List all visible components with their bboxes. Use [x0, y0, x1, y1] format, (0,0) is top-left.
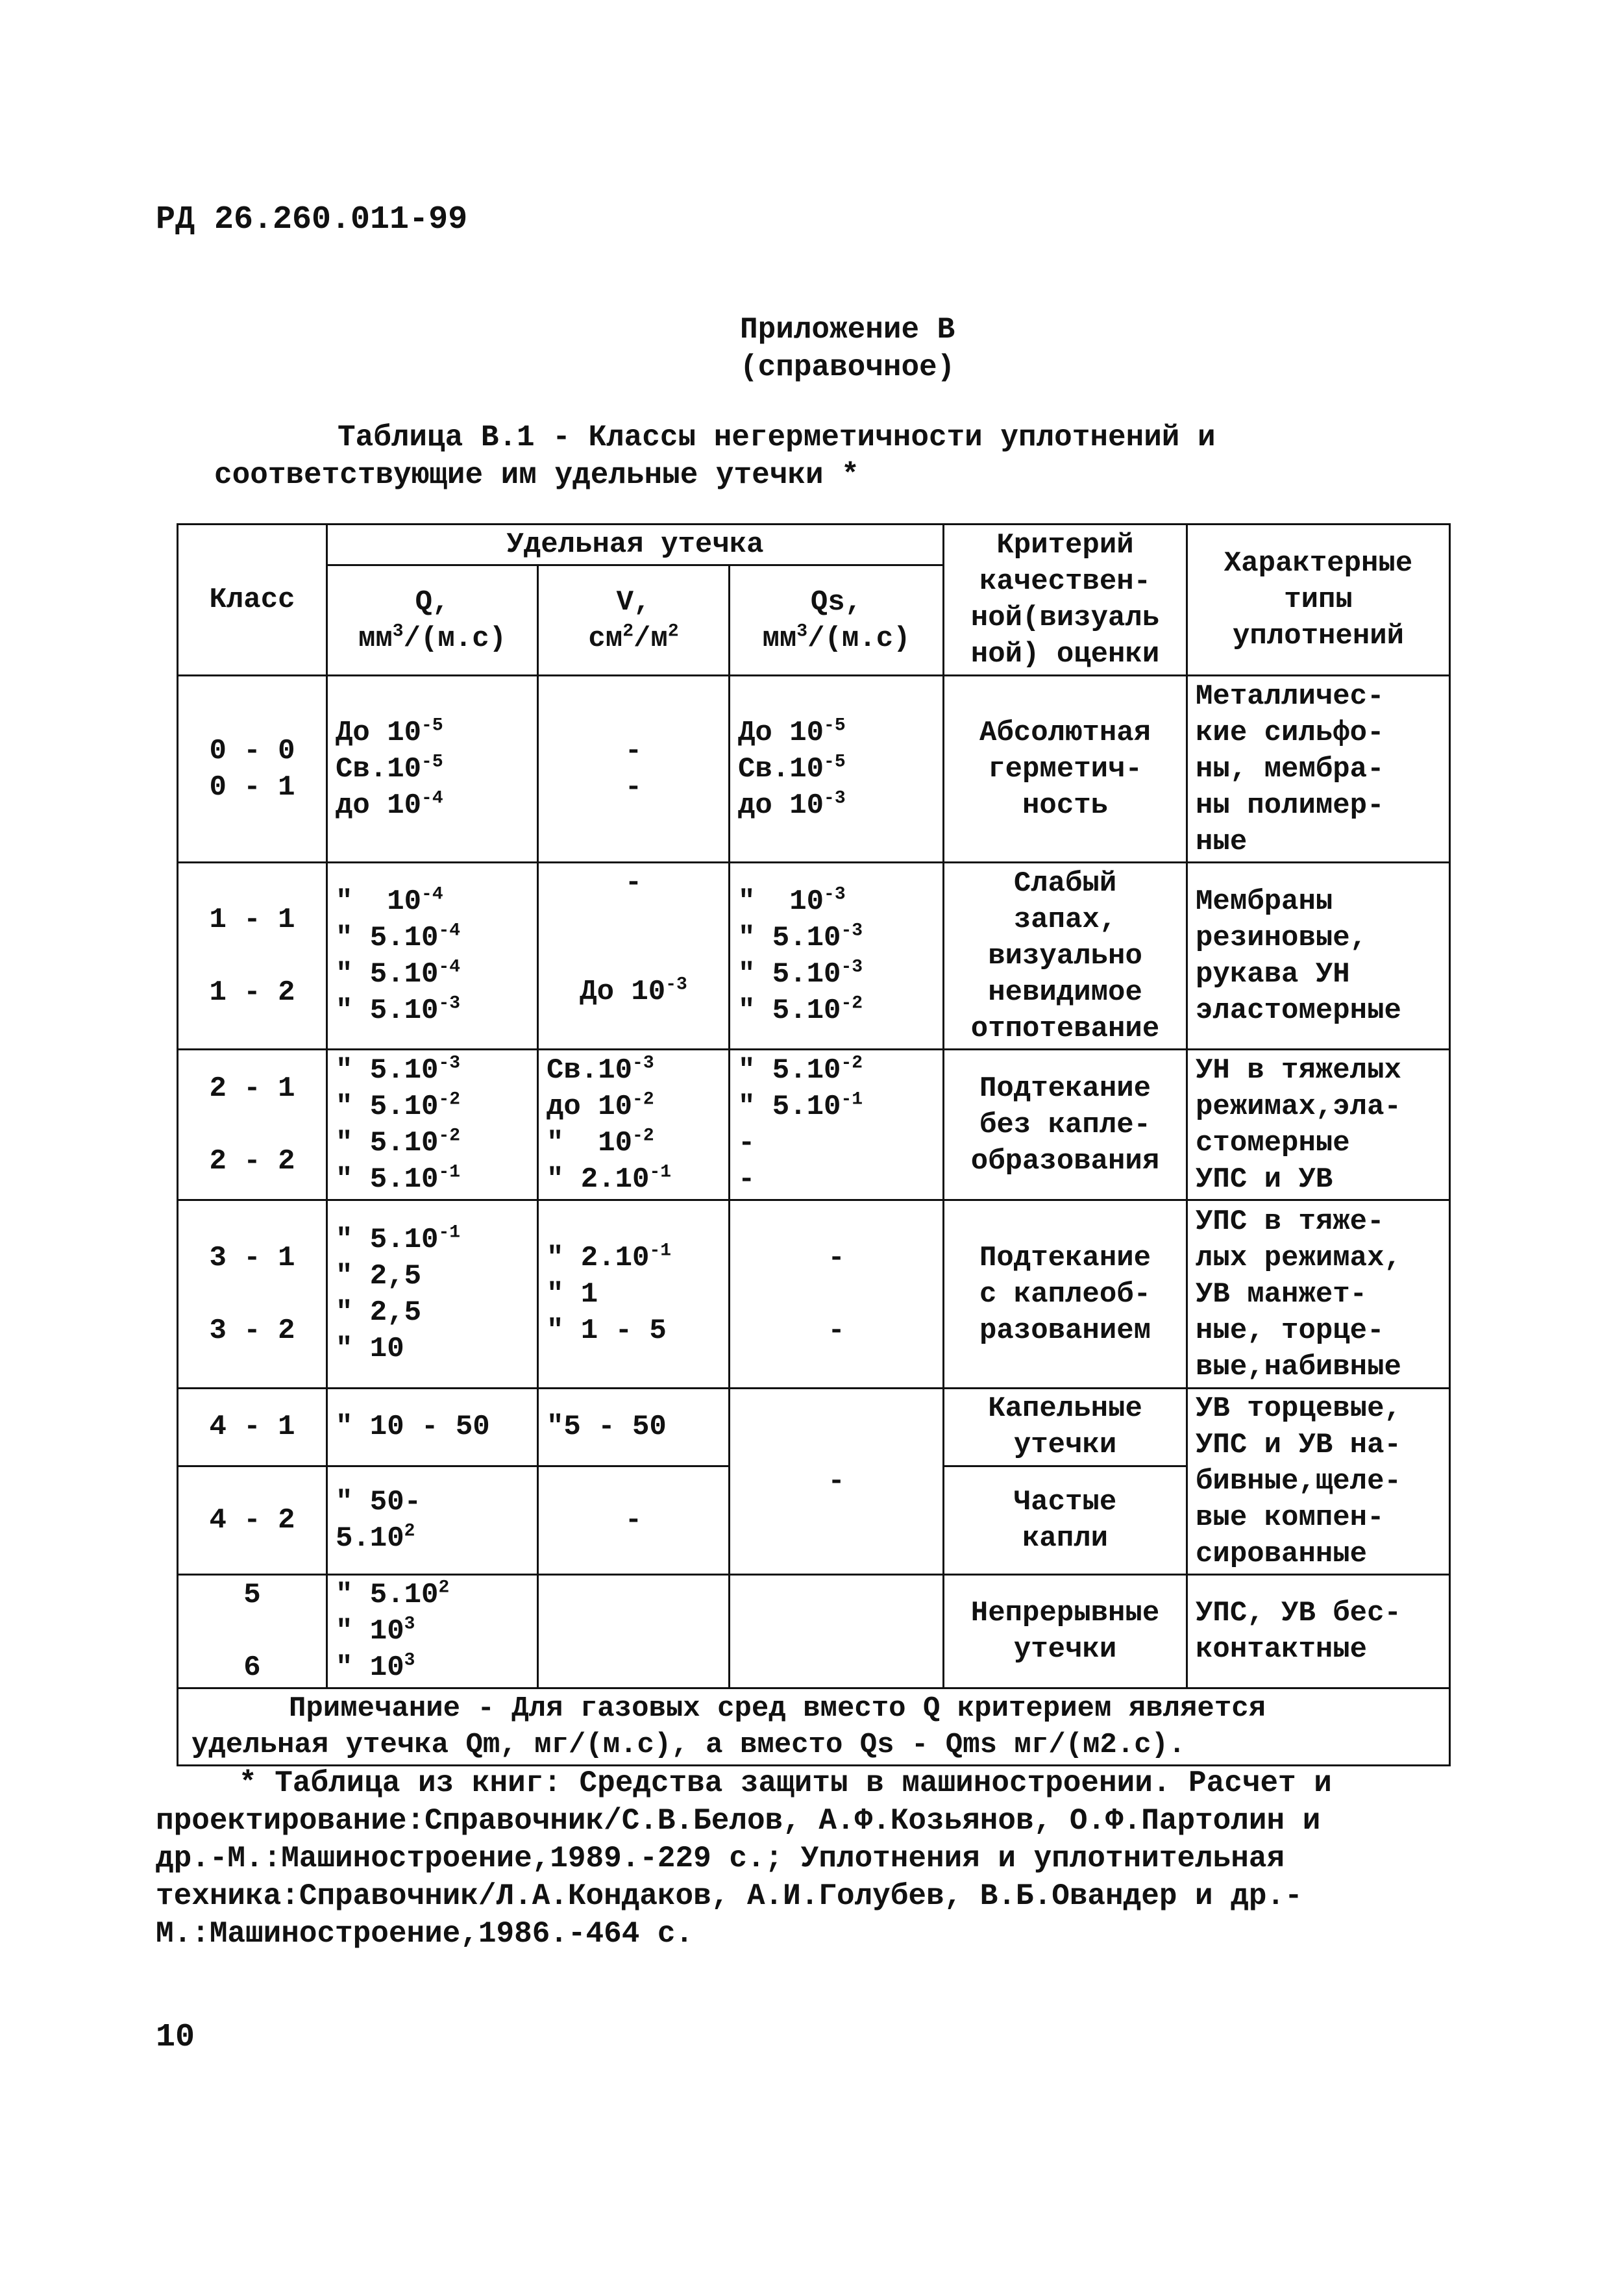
- class-cell: 2 - 1 2 - 2: [178, 1050, 327, 1200]
- qs-cell: - -: [730, 1200, 944, 1389]
- value-text: до 10: [738, 789, 824, 822]
- value-text: " 2.10: [547, 1163, 650, 1196]
- seal-types-cell: [1187, 676, 1450, 863]
- cell-line: Характерные: [1224, 547, 1413, 580]
- exponent: -5: [824, 715, 846, 736]
- value-line: [547, 1052, 720, 1089]
- seal-types-cell: [1187, 1389, 1450, 1575]
- value-text: до 10: [336, 789, 422, 822]
- v-cell: [538, 1050, 730, 1200]
- qs-cell: [730, 676, 944, 863]
- value-line: [336, 787, 529, 824]
- page-number: 10: [156, 2019, 195, 2056]
- cell-line: сированные: [1196, 1538, 1368, 1570]
- exponent: -2: [438, 1125, 461, 1146]
- exponent: -2: [841, 1052, 863, 1073]
- value-line: [738, 993, 935, 1029]
- cell-line: ность: [1022, 789, 1109, 822]
- value-text: " 10: [336, 1651, 404, 1684]
- cell-line: 0 - 1: [209, 771, 295, 804]
- value-line: [336, 751, 529, 787]
- cell-line: УПС и УВ: [1196, 1163, 1333, 1196]
- appendix-type: (справочное): [740, 351, 955, 384]
- table-note: Примечание - Для газовых сред вместо Q критерием является удельная утечка Qm, мг/(м.с), а вместо Qs - Qms мг/(м2.с).: [178, 1688, 1450, 1766]
- exponent: -3: [824, 884, 846, 904]
- class-cell: 5 6: [178, 1575, 327, 1688]
- value-line: [738, 1052, 935, 1089]
- cell-line: ны полимер-: [1196, 789, 1384, 822]
- exponent: 3: [404, 1614, 415, 1635]
- value-line: [336, 993, 529, 1029]
- value-text: -: [738, 1126, 756, 1159]
- value-text: Св.10: [547, 1054, 633, 1087]
- cell-line: ные, торце-: [1196, 1314, 1384, 1347]
- cell-line: Металличес-: [1196, 680, 1384, 713]
- cell-line: резиновые,: [1196, 921, 1368, 954]
- v-cell: [538, 1575, 730, 1688]
- cell-line: уплотнений: [1233, 620, 1405, 652]
- exponent: -5: [421, 715, 443, 736]
- value-line: [336, 920, 529, 956]
- v-cell: - До $10^{-3}$: [538, 863, 730, 1050]
- value-text: " 2,5: [336, 1296, 422, 1329]
- exponent: -2: [438, 1089, 461, 1109]
- exponent: -3: [438, 993, 461, 1013]
- cell-line: УВ манжет-: [1196, 1278, 1368, 1311]
- table-row: [178, 1200, 1450, 1389]
- table-row: [178, 676, 1450, 863]
- value-line: [738, 1125, 935, 1161]
- cell-line: 0 - 0: [209, 734, 295, 767]
- value-line: [336, 715, 529, 751]
- cell-line: с каплеоб-: [979, 1278, 1151, 1311]
- criterion-cell: [944, 1466, 1187, 1574]
- cell-line: ные: [1196, 825, 1248, 858]
- exponent: 2: [438, 1577, 450, 1598]
- value-text: " 5.10: [336, 994, 439, 1027]
- exponent: -4: [438, 956, 461, 977]
- q-cell: " 10 - 50: [327, 1389, 538, 1466]
- cell-line: эластомерные: [1196, 994, 1401, 1027]
- value-line: [336, 1089, 529, 1125]
- value-line: [336, 1222, 529, 1258]
- cell-line: УН в тяжелых: [1196, 1054, 1401, 1087]
- criterion-cell: [944, 863, 1187, 1050]
- cell-line: без капле-: [979, 1108, 1151, 1141]
- table-row: [178, 863, 1450, 1050]
- criterion-cell: [944, 1389, 1187, 1466]
- qs-cell: [730, 1575, 944, 1688]
- value-line: [336, 1258, 529, 1294]
- value-text: " 5.10: [336, 1090, 439, 1123]
- value-text: До 10: [738, 716, 824, 749]
- value-text: " 5.10: [336, 1223, 439, 1256]
- value-text: " 10: [547, 1126, 633, 1159]
- cell-line: -: [624, 734, 643, 767]
- exponent: -1: [649, 1161, 672, 1182]
- cell-line: ной(визуаль: [970, 602, 1160, 634]
- cell-line: УПС в тяже-: [1196, 1205, 1384, 1238]
- cell-line: ной) оценки: [970, 638, 1160, 671]
- value-line: [336, 956, 529, 993]
- cell-line: типы: [1284, 584, 1353, 616]
- value-line: [547, 1089, 720, 1125]
- exponent: -5: [421, 751, 443, 772]
- cell-line: разованием: [979, 1314, 1151, 1347]
- value-line: [336, 884, 529, 920]
- value-line: [738, 1089, 935, 1125]
- cell-line: Абсолютная: [979, 716, 1151, 749]
- exponent: -1: [649, 1240, 672, 1261]
- value-line: [738, 715, 935, 751]
- cell-line: невидимое: [988, 976, 1142, 1009]
- qs-cell: [730, 1050, 944, 1200]
- exponent: -4: [421, 787, 443, 808]
- cell-line: УПС, УВ бес-: [1196, 1597, 1401, 1629]
- header-criterion: [944, 525, 1187, 676]
- value-line: [336, 1125, 529, 1161]
- criterion-cell: [944, 1050, 1187, 1200]
- table-row: [178, 1050, 1450, 1200]
- cell-line: визуально: [988, 939, 1142, 972]
- class-cell: 1 - 1 1 - 2: [178, 863, 327, 1050]
- cell-line: стомерные: [1196, 1126, 1350, 1159]
- exponent: -3: [438, 1052, 461, 1073]
- cell-line: утечки: [1013, 1633, 1117, 1666]
- cell-line: -: [624, 771, 643, 804]
- value-line: [738, 920, 935, 956]
- value-text: " 5.10: [336, 1054, 439, 1087]
- value-text: " 5.10: [336, 958, 439, 991]
- value-text: 5.10: [336, 1522, 404, 1555]
- cell-line: качествен-: [979, 565, 1151, 598]
- value-line: [336, 1331, 529, 1367]
- value-text: " 5.10: [738, 1054, 841, 1087]
- exponent: -3: [841, 920, 863, 941]
- value-text: " 50-: [336, 1485, 422, 1518]
- value-text: " 5.10: [738, 921, 841, 954]
- value-text: -: [738, 1163, 756, 1196]
- value-line: [547, 1161, 720, 1198]
- cell-line: Непрерывные: [970, 1597, 1160, 1629]
- cell-line: герметич-: [988, 752, 1142, 785]
- cell-line: Слабый: [1013, 867, 1117, 900]
- exponent: -5: [824, 751, 846, 772]
- footnote: * Таблица из книг: Средства защиты в машиностроении. Расчет и проектирование:Справочник/С.В.Белов, А.Ф.Козьянов, О.Ф.Партолин и др.-М.:Машиностроение,1989.-229 с.; Уплотнения и уплотнительная техника:Справочник/Л.А.Кондаков, А.И.Голубев, В.Б.Овандер и др.- М.:Машиностроение,1986.-464 с.: [156, 1766, 1332, 1951]
- cell-line: вые компен-: [1196, 1502, 1384, 1534]
- exponent: -2: [841, 993, 863, 1013]
- value-line: [336, 1520, 529, 1557]
- exponent: -3: [841, 956, 863, 977]
- value-text: " 10: [738, 885, 824, 918]
- criterion-cell: [944, 676, 1187, 863]
- cell-line: Подтекание: [979, 1241, 1151, 1274]
- cell-line: УВ торцевые,: [1196, 1392, 1401, 1425]
- value-line: [336, 1577, 529, 1613]
- seal-types-cell: [1187, 1200, 1450, 1389]
- exponent: -2: [632, 1089, 654, 1109]
- cell-line: капли: [1022, 1522, 1109, 1555]
- value-text: " 5.10: [336, 1163, 439, 1196]
- criterion-cell: [944, 1200, 1187, 1389]
- value-text: Св.10: [336, 752, 422, 785]
- cell-line: бивные,щеле-: [1196, 1465, 1401, 1498]
- header-q: Q, $мм^3/(м.с)$: [327, 565, 538, 676]
- q-cell: [327, 863, 538, 1050]
- value-text: " 10: [336, 1615, 404, 1648]
- header-class: Класс: [178, 525, 327, 676]
- value-line: [336, 1294, 529, 1331]
- value-line: [738, 884, 935, 920]
- q-cell: [327, 676, 538, 863]
- cell-line: рукава УН: [1196, 958, 1350, 991]
- class-cell: 4 - 2: [178, 1466, 327, 1574]
- value-line: [336, 1613, 529, 1650]
- q-cell: [327, 1466, 538, 1574]
- cell-line: Мембраны: [1196, 885, 1333, 918]
- cell-line: контактные: [1196, 1633, 1368, 1666]
- exponent: -2: [632, 1125, 654, 1146]
- cell-line: кие сильфо-: [1196, 716, 1384, 749]
- table-caption-line-1: Таблица В.1 - Классы негерметичности уплотнений и: [338, 421, 1216, 454]
- class-cell: [178, 676, 327, 863]
- value-text: " 2.10: [547, 1241, 650, 1274]
- q-cell: [327, 1050, 538, 1200]
- value-text: " 5.10: [336, 1579, 439, 1611]
- value-line: [738, 751, 935, 787]
- value-line: [336, 1052, 529, 1089]
- value-text: " 10: [336, 1332, 404, 1365]
- cell-line: режимах,эла-: [1196, 1090, 1401, 1123]
- value-line: [547, 1240, 720, 1276]
- header-seal-types: [1187, 525, 1450, 676]
- value-line: [738, 1161, 935, 1198]
- value-text: Св.10: [738, 752, 824, 785]
- exponent: -1: [438, 1161, 461, 1182]
- cell-line: Критерий: [996, 529, 1134, 562]
- value-text: " 5.10: [738, 1090, 841, 1123]
- exponent: -1: [841, 1089, 863, 1109]
- v-cell: [538, 1200, 730, 1389]
- qs-cell: -: [730, 1389, 944, 1575]
- v-cell: -: [538, 1466, 730, 1574]
- value-text: До 10: [336, 716, 422, 749]
- table-row: [178, 1389, 1450, 1466]
- seal-types-cell: [1187, 1050, 1450, 1200]
- cell-line: лых режимах,: [1196, 1241, 1401, 1274]
- table-row: [178, 1575, 1450, 1688]
- value-text: " 1 - 5: [547, 1314, 667, 1347]
- criterion-cell: [944, 1575, 1187, 1688]
- seal-types-cell: [1187, 1575, 1450, 1688]
- cell-line: УПС и УВ на-: [1196, 1429, 1401, 1461]
- value-text: до 10: [547, 1090, 633, 1123]
- value-text: " 5.10: [336, 921, 439, 954]
- value-line: [336, 1650, 529, 1686]
- cell-line: образования: [970, 1144, 1160, 1178]
- v-cell: "5 - 50: [538, 1389, 730, 1466]
- qs-cell: [730, 863, 944, 1050]
- table-note-row: [178, 1688, 1450, 1766]
- cell-line: Подтекание: [979, 1072, 1151, 1105]
- cell-line: утечки: [1013, 1429, 1117, 1462]
- exponent: -3: [632, 1052, 654, 1073]
- value-text: " 10: [336, 885, 422, 918]
- table-caption-line-2: соответствующие им удельные утечки *: [214, 458, 859, 492]
- header-specific-leakage: Удельная утечка: [327, 525, 944, 565]
- value-text: " 5.10: [738, 958, 841, 991]
- q-cell: [327, 1575, 538, 1688]
- value-line: [738, 956, 935, 993]
- class-cell: 3 - 1 3 - 2: [178, 1200, 327, 1389]
- appendix-title: Приложение В: [740, 313, 955, 347]
- value-text: " 2,5: [336, 1259, 422, 1292]
- value-line: [547, 1313, 720, 1349]
- exponent: -4: [421, 884, 443, 904]
- header-v: V, $см^2/м^2$: [538, 565, 730, 676]
- leakage-class-table: [177, 523, 1451, 1766]
- document-code: РД 26.260.011-99: [156, 201, 468, 238]
- value-text: " 1: [547, 1278, 598, 1311]
- cell-line: Частые: [1013, 1485, 1117, 1518]
- cell-line: вые,набивные: [1196, 1350, 1401, 1383]
- exponent: -3: [824, 787, 846, 808]
- value-text: " 5.10: [336, 1126, 439, 1159]
- header-qs: Qs, $мм^3/(м.с)$: [730, 565, 944, 676]
- seal-types-cell: [1187, 863, 1450, 1050]
- exponent: 3: [404, 1650, 415, 1671]
- v-cell: [538, 676, 730, 863]
- exponent: -1: [438, 1222, 461, 1242]
- value-line: [547, 1276, 720, 1313]
- q-cell: [327, 1200, 538, 1389]
- value-line: [738, 787, 935, 824]
- value-line: [336, 1484, 529, 1520]
- cell-line: ны, мембра-: [1196, 752, 1384, 785]
- value-text: " 5.10: [738, 994, 841, 1027]
- value-line: [547, 1125, 720, 1161]
- class-cell: 4 - 1: [178, 1389, 327, 1466]
- cell-line: Капельные: [988, 1392, 1142, 1426]
- cell-line: запах,: [1013, 903, 1117, 936]
- value-line: [336, 1161, 529, 1198]
- cell-line: отпотевание: [970, 1012, 1160, 1045]
- exponent: -4: [438, 920, 461, 941]
- exponent: 2: [404, 1521, 415, 1542]
